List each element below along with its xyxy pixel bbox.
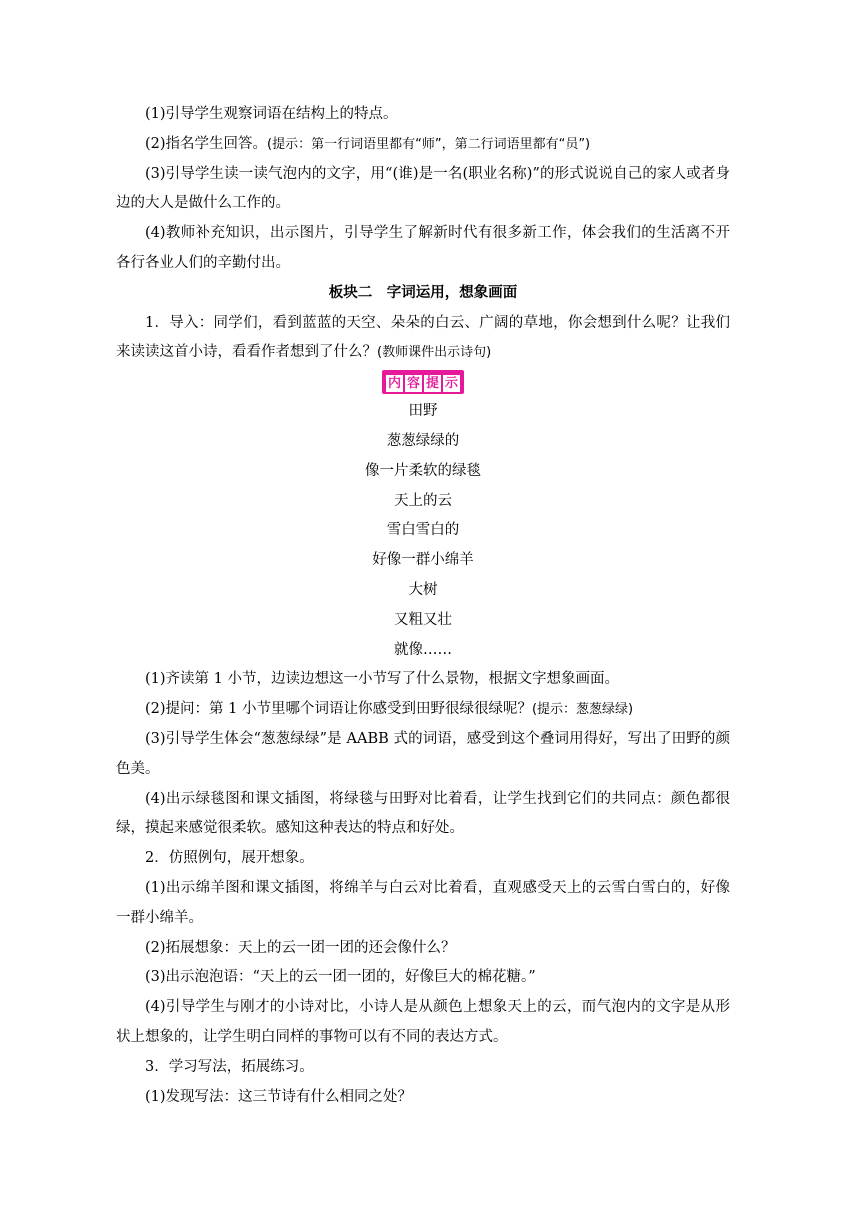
step3-paragraph-1: (1)发现写法：这三节诗有什么相同之处？ [145,1088,413,1105]
item-3-heading: 3．学习写法，拓展练习。 [145,1058,314,1075]
poem-line: 田野 [408,403,438,420]
banner-char: 容 [406,376,420,392]
poem [116,397,730,665]
poem-line: 雪白雪白的 [386,522,460,539]
banner-char: 内 [387,376,401,392]
paragraph-2-text: (2)指名学生回答。 [145,135,268,152]
step1-paragraph-2-hint: (提示：葱葱绿绿) [531,702,634,718]
banner-char: 提 [426,376,440,392]
content-tip-banner [382,370,464,394]
section-title: 板块二 字词运用，想象画面 [328,284,518,301]
poem-line: 就像…… [394,641,452,658]
paragraph-3: (3)引导学生读一读气泡内的文字，用“(谁)是一名(职业名称)”的形式说说自己的家人或者身边的大人是做什么工作的。 [116,165,730,212]
intro-hint: (教师课件出示诗句) [377,345,492,361]
paragraph-1: (1)引导学生观察词语在结构上的特点。 [145,106,398,122]
poem-line: 又粗又壮 [394,611,452,628]
poem-line: 好像一群小绵羊 [372,552,474,569]
step1-paragraph-4: (4)出示绿毯图和课文插图，将绿毯与田野对比着看，让学生找到它们的共同点：颜色都很绿，摸起来感觉很柔软。感知这种表达的特点和好处。 [116,790,730,837]
document-page [116,100,730,1112]
step2-paragraph-3: (3)出示泡泡语：“天上的云一团一团的，好像巨大的棉花糖。” [145,969,536,986]
step1-paragraph-2-text: (2)提问：第 1 小节里哪个词语让你感受到田野很绿很绿呢？ [145,701,532,718]
paragraph-4: (4)教师补充知识，出示图片，引导学生了解新时代有很多新工作，体会我们的生活离不开各行各业人们的辛勤付出。 [116,225,730,271]
poem-line: 天上的云 [394,492,452,509]
step2-paragraph-4: (4)引导学生与刚才的小诗对比，小诗人是从颜色上想象天上的云，而气泡内的文字是从形状上想象的，让学生明白同样的事物可以有不同的表达方式。 [116,999,730,1045]
poem-line: 葱葱绿绿的 [386,432,460,449]
step2-paragraph-1: (1)出示绵羊图和课文插图，将绵羊与白云对比着看，直观感受天上的云雪白雪白的，好像一群小绵羊。 [116,879,730,926]
intro-text: 1．导入：同学们，看到蓝蓝的天空、朵朵的白云、广阔的草地，你会想到什么呢？让我们来读读这首小诗，看看作者想到了什么？ [116,314,730,361]
step1-paragraph-3: (3)引导学生体会“葱葱绿绿”是 AABB 式的词语，感受到这个叠词用得好，写出了田野的颜色美。 [116,730,730,777]
content-tip-banner-wrap [116,368,730,397]
step1-paragraph-2 [116,695,730,725]
banner-char: 示 [445,376,459,392]
paragraph-2 [116,130,730,160]
step2-paragraph-2: (2)拓展想象：天上的云一团一团的还会像什么？ [145,939,456,956]
step1-paragraph-1: (1)齐读第 1 小节，边读边想这一小节写了什么景物，根据文字想象画面。 [145,671,619,688]
paragraph-2-hint: (提示：第一行词语里都有“师”，第二行词语里都有“员”) [267,136,591,152]
poem-line: 大树 [408,581,438,598]
poem-line: 像一片柔软的绿毯 [365,462,481,479]
item-2-heading: 2．仿照例句，展开想象。 [145,850,314,867]
intro-paragraph [116,309,730,369]
